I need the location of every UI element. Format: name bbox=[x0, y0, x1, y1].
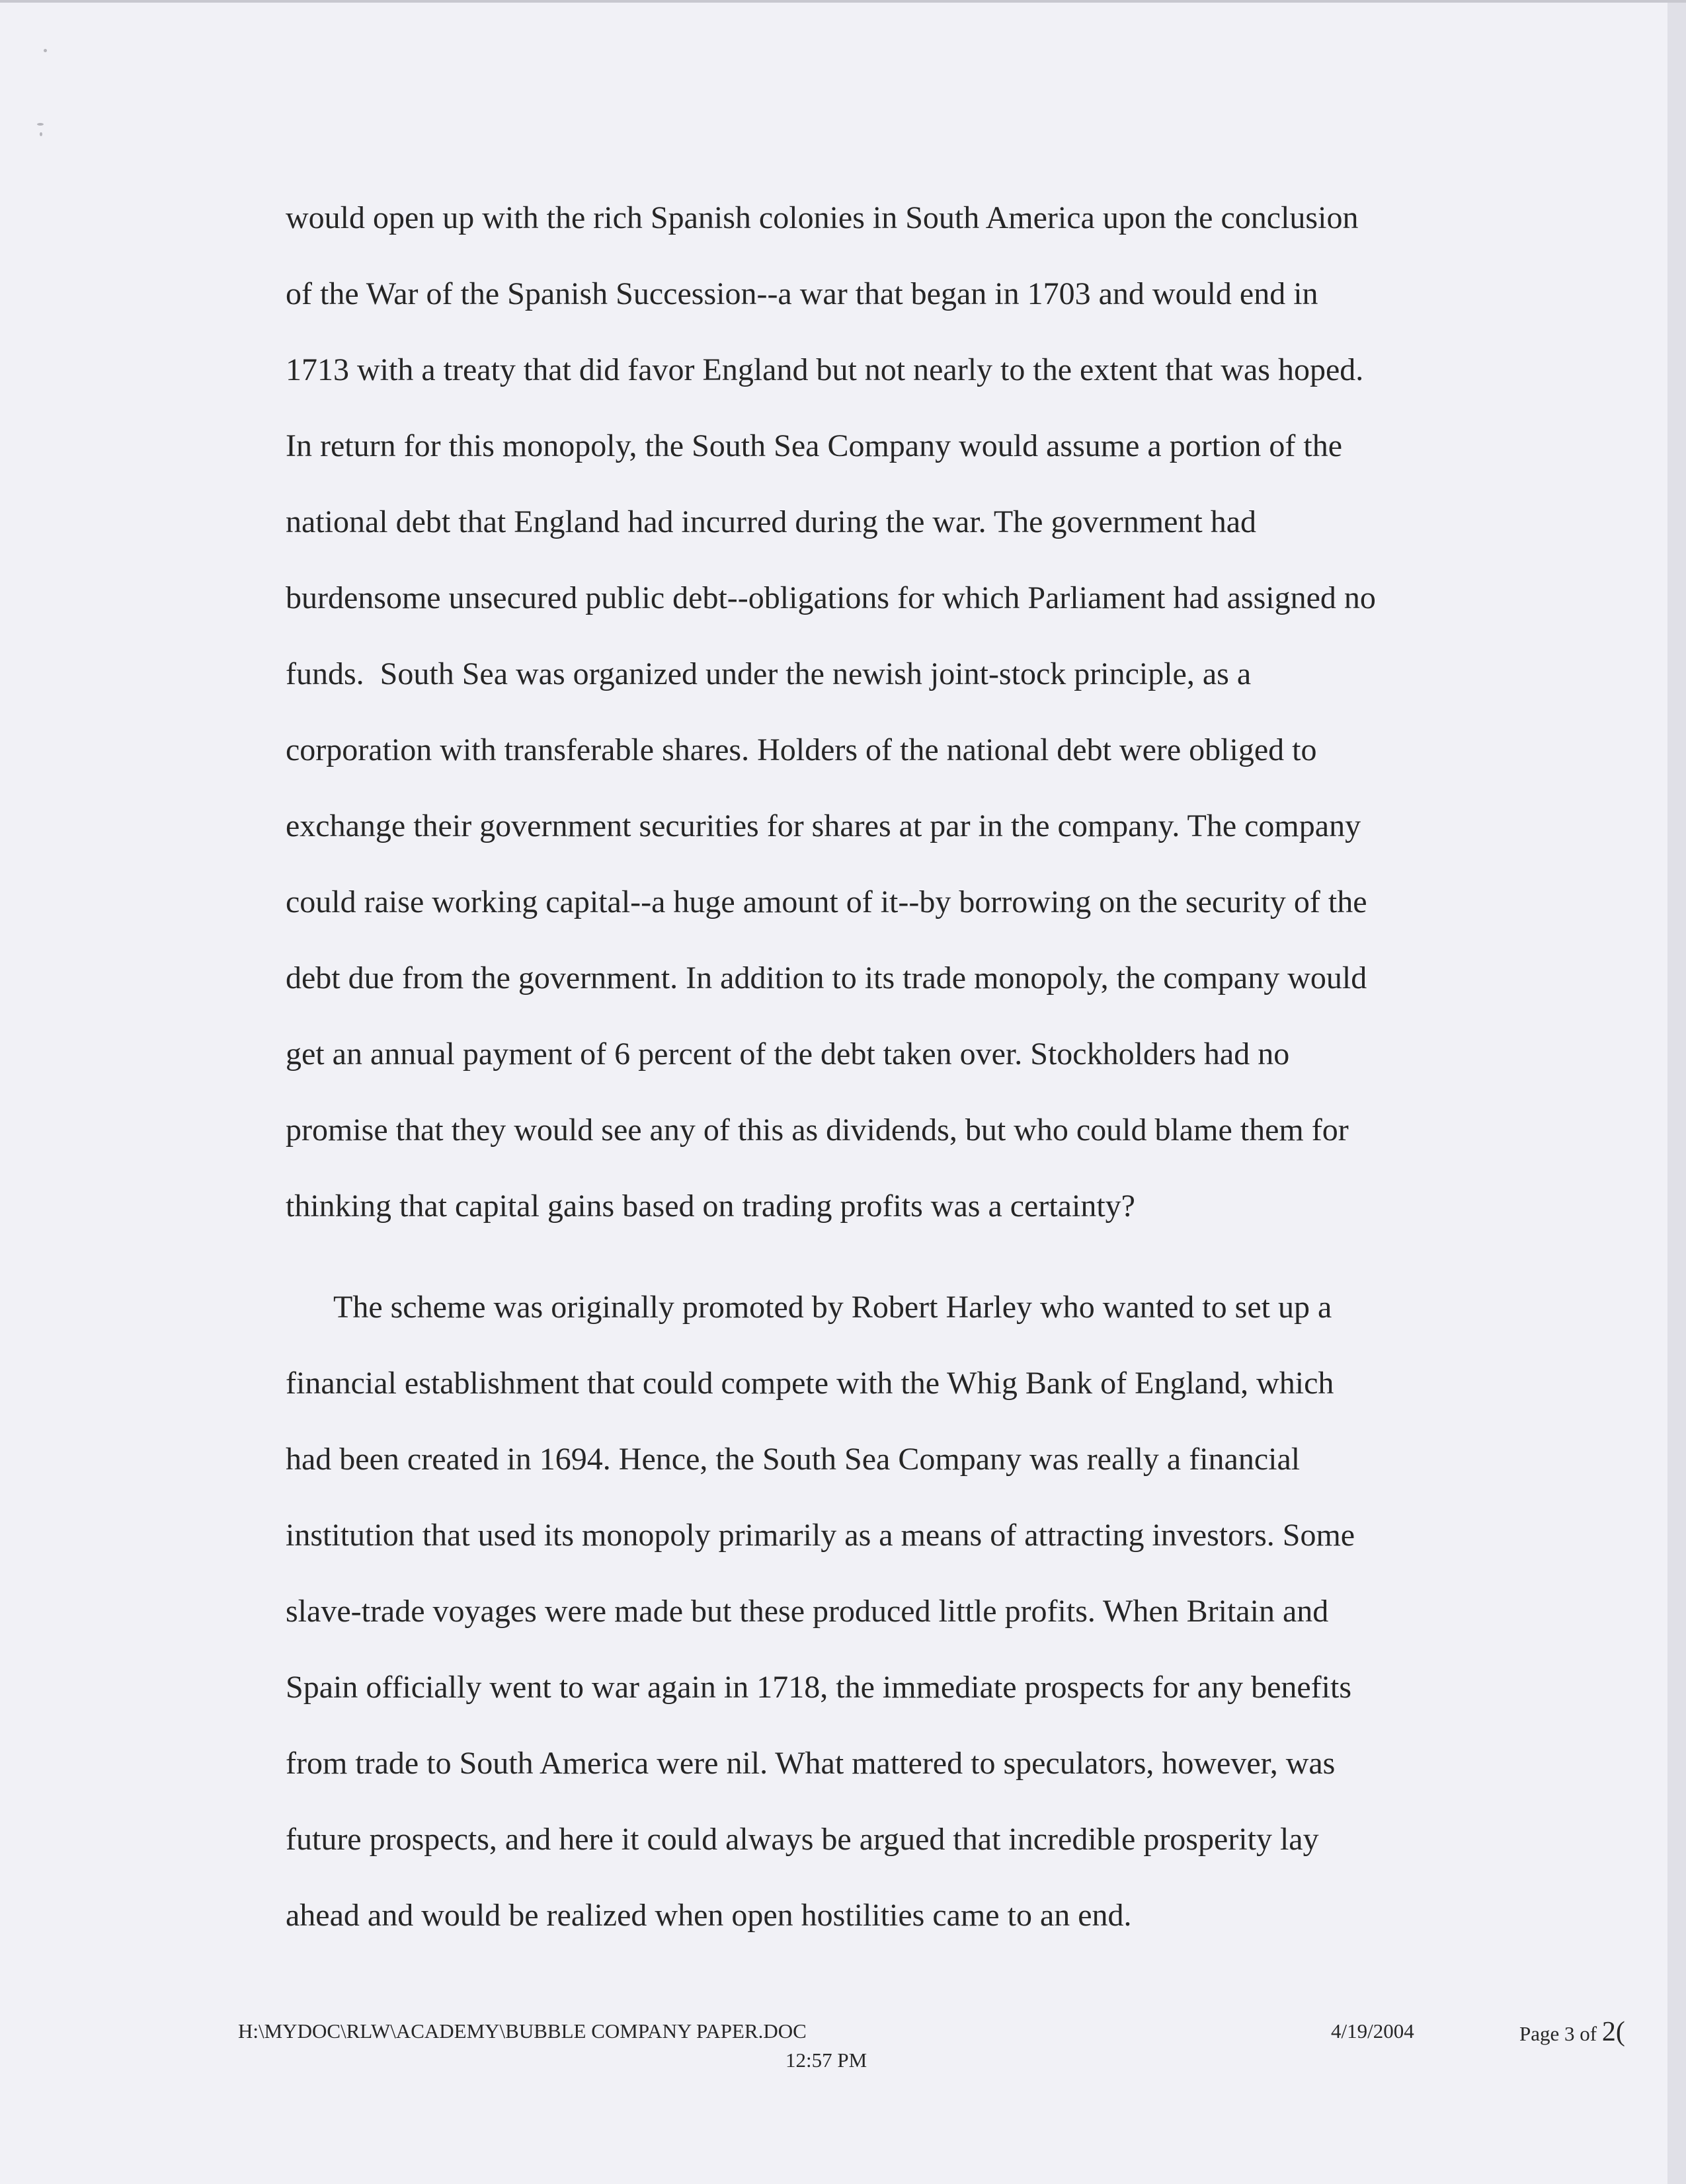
body-paragraph-2 bbox=[286, 1269, 1463, 1953]
footer-file-path: H:\MYDOC\RLW\ACADEMY\BUBBLE COMPANY PAPER.DOC bbox=[238, 2019, 807, 2043]
text-line: national debt that England had incurred during the war. The government had bbox=[286, 504, 1257, 539]
text-line: corporation with transferable shares. Holders of the national debt were obliged to bbox=[286, 732, 1317, 767]
scan-speck bbox=[40, 132, 42, 136]
text-line: 1713 with a treaty that did favor England but not nearly to the extent that was hoped. bbox=[286, 352, 1364, 387]
text-line: institution that used its monopoly primarily as a means of attracting investors. Some bbox=[286, 1518, 1355, 1553]
text-line: ahead and would be realized when open hostilities came to an end. bbox=[286, 1898, 1132, 1933]
scan-speck bbox=[44, 49, 47, 52]
text-line: future prospects, and here it could always be argued that incredible prosperity lay bbox=[286, 1822, 1319, 1857]
text-line: could raise working capital--a huge amount of it--by borrowing on the security of the bbox=[286, 884, 1367, 919]
text-line: The scheme was originally promoted by Robert Harley who wanted to set up a bbox=[333, 1290, 1332, 1325]
text-line: had been created in 1694. Hence, the South Sea Company was really a financial bbox=[286, 1442, 1301, 1477]
text-line: burdensome unsecured public debt--obligations for which Parliament had assigned no bbox=[286, 580, 1376, 615]
text-line: from trade to South America were nil. What mattered to speculators, however, was bbox=[286, 1746, 1336, 1781]
text-line: thinking that capital gains based on trading profits was a certainty? bbox=[286, 1189, 1135, 1224]
text-line: get an annual payment of 6 percent of the debt taken over. Stockholders had no bbox=[286, 1036, 1290, 1072]
footer-page-number bbox=[1519, 2016, 1625, 2048]
scan-top-edge bbox=[0, 0, 1686, 3]
text-line: funds. South Sea was organized under the newish joint-stock principle, as a bbox=[286, 656, 1252, 691]
text-line: debt due from the government. In addition to its trade monopoly, the company would bbox=[286, 960, 1367, 995]
body-paragraph-1 bbox=[286, 180, 1463, 1244]
text-line: slave-trade voyages were made but these produced little profits. When Britain and bbox=[286, 1594, 1329, 1629]
page-label: Page 3 of bbox=[1519, 2022, 1602, 2045]
scan-edge bbox=[1667, 0, 1686, 2184]
scan-speck bbox=[37, 123, 44, 126]
text-line: exchange their government securities for shares at par in the company. The company bbox=[286, 808, 1361, 843]
footer-date: 4/19/2004 bbox=[1331, 2019, 1414, 2043]
footer-time: 12:57 PM bbox=[785, 2048, 867, 2072]
text-line: would open up with the rich Spanish colonies in South America upon the conclusion bbox=[286, 200, 1359, 235]
text-line: promise that they would see any of this as dividends, but who could blame them for bbox=[286, 1112, 1349, 1148]
text-line: Spain officially went to war again in 1718, the immediate prospects for any benefits bbox=[286, 1670, 1352, 1705]
text-line: financial establishment that could compete with the Whig Bank of England, which bbox=[286, 1366, 1334, 1401]
page-total: 2( bbox=[1601, 2017, 1625, 2047]
text-line: In return for this monopoly, the South Sea Company would assume a portion of the bbox=[286, 428, 1342, 463]
text-line: of the War of the Spanish Succession--a war that began in 1703 and would end in bbox=[286, 276, 1318, 311]
